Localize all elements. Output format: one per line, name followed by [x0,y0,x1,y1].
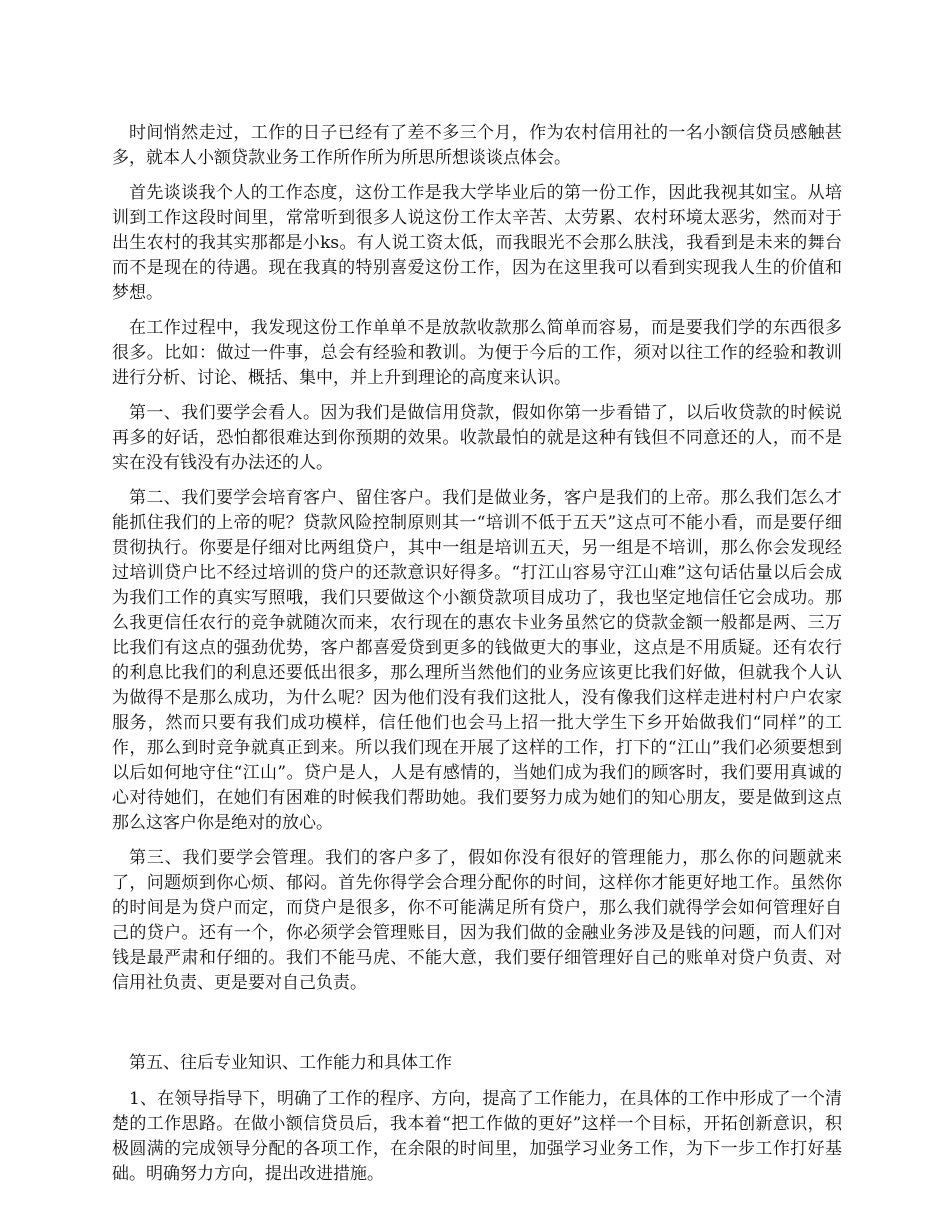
paragraph-closing: 1、在领导指导下，明确了工作的程序、方向，提高了工作能力，在具体的工作中形成了一个清楚的工作思路。在做小额信贷员后，我本着“把工作做的更好”这样一个目标，开拓创新意识，积极圆满的完成领导分配的各项工作，在余限的时间里，加强学习业务工作，为下一步工作打好基础。明确努力方向，提出改进措施。 [112,1089,842,1184]
paragraph-work-attitude: 首先谈谈我个人的工作态度，这份工作是我大学毕业后的第一份工作，因此我视其如宝。从培训到工作这段时间里，常常听到很多人说这份工作太辛苦、太劳累、农村环境太恶劣，然而对于出生农村的我其实那都是小ks。有人说工资太低，而我眼光不会那么肤浅，我看到是未来的舞台而不是现在的待遇。现在我真的特别喜爱这份工作，因为在这里我可以看到实现我人生的价值和梦想。 [112,183,842,303]
paragraph-work-process: 在工作过程中，我发现这份工作单单不是放款收款那么简单而容易，而是要我们学的东西很多很多。比如：做过一件事，总会有经验和教训。为便于今后的工作，须对以往工作的经验和教训进行分析、讨论、概括、集中，并上升到理论的高度来认识。 [112,318,842,388]
paragraph-point-three: 第三、我们要学会管理。我们的客户多了，假如你没有很好的管理能力，那么你的问题就来了，问题烦到你心烦、郁闷。首先你得学会合理分配你的时间，这样你才能更好地工作。虽然你的时间是为贷户而定，而贷户是很多，你不可能满足所有贷户，那么我们就得学会如何管理好自己的贷户。还有一个，你必须学会管理账目，因为我们做的金融业务涉及是钱的问题，而人们对钱是最严肃和仔细的。我们不能马虎、不能大意，我们要仔细管理好自己的账单对贷户负责、对信用社负责、更是要对自己负责。 [112,848,842,993]
section-heading: 第五、往后专业知识、工作能力和具体工作 [129,1053,452,1073]
document-body [112,121,842,1197]
paragraph-intro: 时间悄然走过，工作的日子已经有了差不多三个月，作为农村信用社的一名小额信贷员感触甚多，就本人小额贷款业务工作所作所为所思所想谈谈点体会。 [112,123,842,168]
paragraph-point-two: 第二、我们要学会培育客户、留住客户。我们是做业务，客户是我们的上帝。那么我们怎么才能抓住我们的上帝的呢？贷款风险控制原则其一“培训不低于五天”这点可不能小看，而是要仔细贯彻执行。你要是仔细对比两组贷户，其中一组是培训五天，另一组是不培训，那么你会发现经过培训贷户比不经过培训的贷户的还款意识好得多。“打江山容易守江山难”这句话估量以后会成为我们工作的真实写照哦，我们只要做这个小额贷款项目成功了，我也坚定地信任它会成功。那么我更信任农行的竞争就随次而来，农行现在的惠农卡业务虽然它的贷款金额一般都是两、三万比我们有这点的强劲优势，客户都喜爱贷到更多的钱做更大的事业，这点是不用质疑。还有农行的利息比我们的利息还要低出很多，那么理所当然他们的业务应该更比我们好做，但就我个人认为做得不是那么成功，为什么呢？因为他们没有我们这批人，没有像我们这样走进村村户户农家服务，然而只要有我们成功模样，信任他们也会马上招一批大学生下乡开始做我们“同样”的工作，那么到时竞争就真正到来。所以我们现在开展了这样的工作，打下的“江山”我们必须要想到以后如何地守住“江山”。贷户是人，人是有感情的，当她们成为我们的顾客时，我们要用真诚的心对待她们，在她们有困难的时候我们帮助她。我们要努力成为她们的知心朋友，要是做到这点那么这客户你是绝对的放心。 [112,488,842,833]
section-spacer [112,1006,842,1051]
paragraph-point-one: 第一、我们要学会看人。因为我们是做信用贷款，假如你第一步看错了，以后收贷款的时候说再多的好话，恐怕都很难达到你预期的效果。收款最怕的就是这种有钱但不同意还的人，而不是实在没有钱没有办法还的人。 [112,403,842,473]
